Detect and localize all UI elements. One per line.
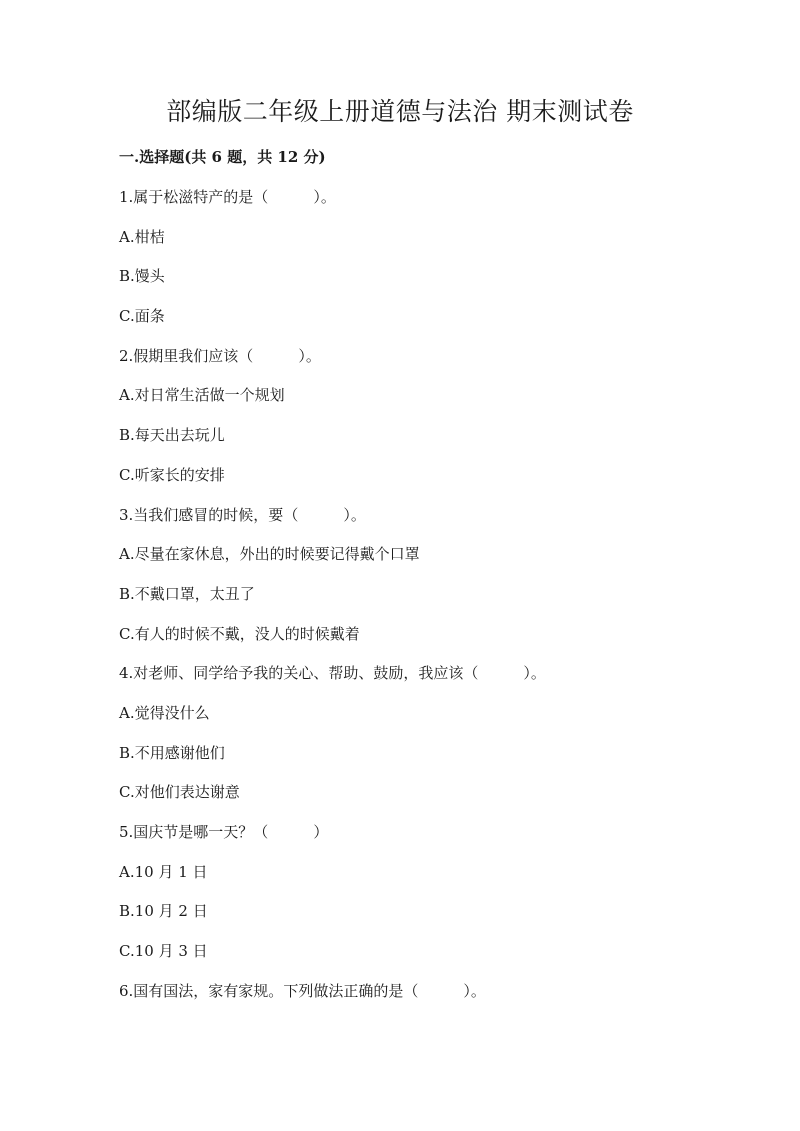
question-3-option-b: B.不戴口罩，太丑了 — [119, 584, 255, 603]
question-2-option-b: B.每天出去玩儿 — [119, 426, 225, 445]
question-list — [119, 186, 719, 1019]
question-1-stem: 1.属于松滋特产的是（ ）。 — [119, 188, 336, 206]
question-2-stem: 2.假期里我们应该（ ）。 — [119, 346, 321, 365]
question-1-option-a: A.柑桔 — [119, 227, 165, 246]
question-6-stem: 6.国有国法，家有家规。下列做法正确的是（ ）。 — [119, 981, 486, 1000]
question-2-option-c: C.听家长的安排 — [119, 465, 225, 484]
section-heading: 一.选择题(共 6 题，共 12 分) — [119, 148, 326, 166]
document-title: 部编版二年级上册道德与法治 期末测试卷 — [166, 97, 634, 126]
question-4-option-c: C.对他们表达谢意 — [119, 783, 240, 802]
question-3-stem: 3.当我们感冒的时候，要（ ）。 — [119, 505, 366, 524]
question-5-option-a: A.10 月 1 日 — [119, 862, 208, 881]
question-4-option-a: A.觉得没什么 — [119, 703, 210, 722]
question-1-option-c: C.面条 — [119, 307, 165, 326]
question-1-option-b: B.馒头 — [119, 267, 165, 286]
question-5-option-b: B.10 月 2 日 — [119, 902, 208, 921]
question-5-stem: 5.国庆节是哪一天？（ ） — [119, 823, 329, 841]
question-3-option-c: C.有人的时候不戴，没人的时候戴着 — [119, 624, 360, 643]
question-3-option-a: A.尽量在家休息，外出的时候要记得戴个口罩 — [119, 545, 420, 564]
question-4-stem: 4.对老师、同学给予我的关心、帮助、鼓励，我应该（ ）。 — [119, 664, 546, 683]
question-4-option-b: B.不用感谢他们 — [119, 743, 225, 762]
question-2-option-a: A.对日常生活做一个规划 — [119, 386, 285, 405]
question-5-option-c: C.10 月 3 日 — [119, 942, 208, 961]
